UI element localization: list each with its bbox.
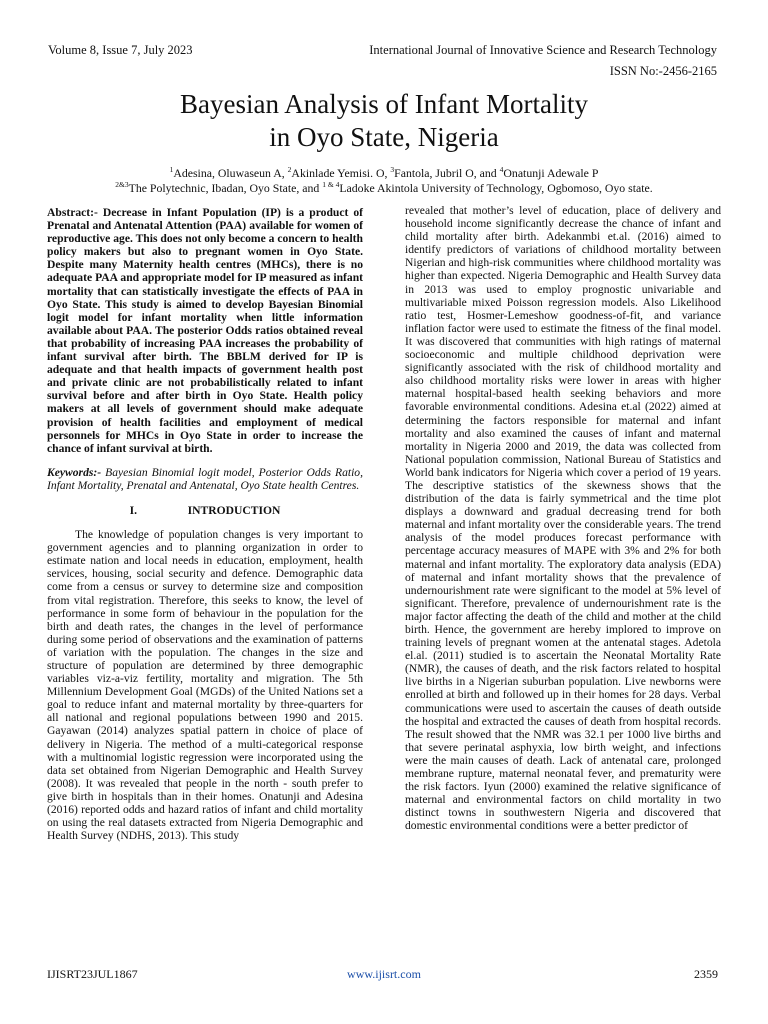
author-3-sup: 3 [390, 165, 395, 174]
section-number: I. [129, 503, 138, 517]
intro-paragraph: The knowledge of population changes is very important to government agencies and to planning organization in order to estimate nation and local needs in education, employment, health services, housing, social security and defence. Demographic data come from a census or survey to determine size and composition from vital registration. Therefore, this seeks to know, the level of performance in some form of behaviour in the population for the birth and death rates, the changes in the level of performance during some period of observations and the examination of patterns of variation with the population. The changes in the size and structure of population are determined by three demographic variables viz-a-viz fertility, mortality and migration. The 5th Millennium Development Goal (MGDs) of the United Nations set a goal to reduce infant and maternal mortality by three-quarters for all national and regional populations between 1990 and 2015. Gayawan (2014) analyzes spatial pattern in choice of place of delivery in Nigeria. The method of a multi-categorical response with a multinomial logistic regression were incorporated using the data set obtained from Nigerian Demographic and Health Survey (2008). It was revealed that people in the north - south prefer to give birth in hospitals than in their homes. Onatunji and Adesina (2016) reported odds and hazard ratios of infant and child mortality on using the real datasets extracted from Nigeria Demographic and Health Survey (NDHS, 2013). This study [47, 528, 363, 843]
journal-name: International Journal of Innovative Science and Research Technology [369, 43, 717, 57]
author-2: Akinlade Yemisi. O, [291, 165, 391, 180]
keywords-text: Bayesian Binomial logit model, Posterior Odds Ratio, Infant Mortality, Prenatal and Antenatal, Oyo State health Centres. [47, 465, 363, 492]
author-1-sup: 1 [169, 165, 174, 174]
author-4-sup: 4 [499, 165, 504, 174]
left-column [47, 206, 363, 842]
author-2-sup: 2 [287, 165, 292, 174]
affiliation-a-sup: 2&3 [115, 180, 129, 189]
right-column [405, 204, 721, 833]
title-line-2: in Oyo State, Nigeria [269, 122, 499, 152]
abstract: Abstract:- Decrease in Infant Population (IP) is a product of Prenatal and Antenatal Attention (PAA) available for women of reproductive age. This does not only become a concern to health policy makers but also to pregnant women in Oyo State. Despite many Maternity health centres (MHCs), there is no adequate PAA and appropriate model for IP measured as infant mortality that can statistically investigate the effects of PAA in Oyo State. This study is aimed to develop Bayesian Binomial logit model for infant mortality when little information available about PAA. The posterior Odds ratios obtained reveal that probability of increasing PAA increases the probability of infant survival after birth. The BBLM derived for IP is adequate and that health impacts of government health post and private clinic are not probabilistically related to infant survival before and after birth in Oyo State. Health policy makers at all levels of government should make adequate provision of health facilities and employment of medical personnels for MHCs in Oyo State in order to increase the chance of infant survival at birth. [47, 206, 363, 455]
affiliation-a: The Polytechnic, Ibadan, Oyo State, and [128, 180, 323, 195]
paper-title [40, 88, 728, 154]
keywords-label: Keywords:- [47, 465, 102, 479]
page-number: 2359 [694, 967, 718, 981]
journal-website-link[interactable]: www.ijisrt.com [347, 967, 421, 981]
journal-issn: ISSN No:-2456-2165 [609, 64, 717, 78]
title-line-1: Bayesian Analysis of Infant Mortality [180, 89, 588, 119]
author-3: Fantola, Jubril O, and [394, 165, 500, 180]
journal-volume: Volume 8, Issue 7, July 2023 [48, 43, 193, 57]
author-affiliations [40, 178, 728, 195]
paper-id: IJISRT23JUL1867 [47, 967, 138, 981]
right-column-text: revealed that mother’s level of education, place of delivery and household income significantly decrease the chance of infant and child mortality after birth. Adekanmbi et.al. (2016) aimed to identify predictors of variations of childhood mortality between Nigerian and high-risk communities where childhood mortality was higher than expected. Nigeria Demographic and Health Survey data in 2013 was used to employ prognostic univariable and multivariable mixed Poisson regression models. Also Likelihood ratio test, Hosmer-Lemeshow goodness-of-fit, and variance inflation factor were used to estimate the fitness of the final model. It was discovered that communities with high ratings of maternal socioeconomic and multiple childhood deprivation were significantly associated with the risk of childhood mortality and also childhood mortality risks were lower in areas with higher maternal hospital-based health seeking behaviors and more favorable environmental conditions. Adesina et.al (2022) aimed at determining the factors responsible for maternal and infant mortality and also examined the causes of infant and maternal mortality in Nigeria 2000 and 2019, the data was collected from National population commission, National Bureau of Statistics and World bank indicators for Nigeria which cover a period of 19 years. The descriptive statistics of the skewness shows that the distribution of the data is fairly symmetrical and the time plot displays a downward and gradual decreasing trend for both maternal and infant mortality over the considerable years. The trend analysis of the model produces forecast performance with percentage accuracy measures of MAPE with 3% and 2% for both maternal and infant mortality. The exploratory data analysis (EDA) of maternal and infant mortality shows that the prevalence of undernourishment rate were significant to the model at 5% level of significant. Therefore, prevalence of undernourishment rate is the major factor affecting the death of the child and mother at the child birth. Hence, the government are hereby implored to improve on training levels of pregnant women at the antenatal stages. Adetola el.al. (2011) studied is to ascertain the Neonatal Mortality Rate (NMR), the causes of death, and the risk factors related to hospital live births in a Nigerian suburban population. Live newborns were enrolled at birth and followed up in their homes for 28 days. Verbal communications were used to ascertain the causes of death outside the hospital and extracted the causes of death from hospital records. The result showed that the NMR was 32.1 per 1000 live births and that severe perinatal asphyxia, low birth weight, and infections were the main causes of death. Lack of antenatal care, prolonged membrane rupture, maternal neonatal fever, and prematurity were the risk factors. Iyun (2000) examined the relative significance of maternal and environmental factors on child mortality in two distinct towns in southwestern Nigeria and discovered that domestic environmental conditions were a better predictor of [405, 204, 721, 833]
author-4: Onatunji Adewale P [503, 165, 599, 180]
affiliation-b-sup: 1 & 4 [322, 180, 340, 189]
section-heading [47, 504, 363, 517]
affiliation-b: Ladoke Akintola University of Technology, Ogbomoso, Oyo state. [339, 180, 653, 195]
author-1: Adesina, Oluwaseun A, [173, 165, 288, 180]
keywords [47, 466, 363, 492]
section-title: INTRODUCTION [187, 503, 281, 517]
